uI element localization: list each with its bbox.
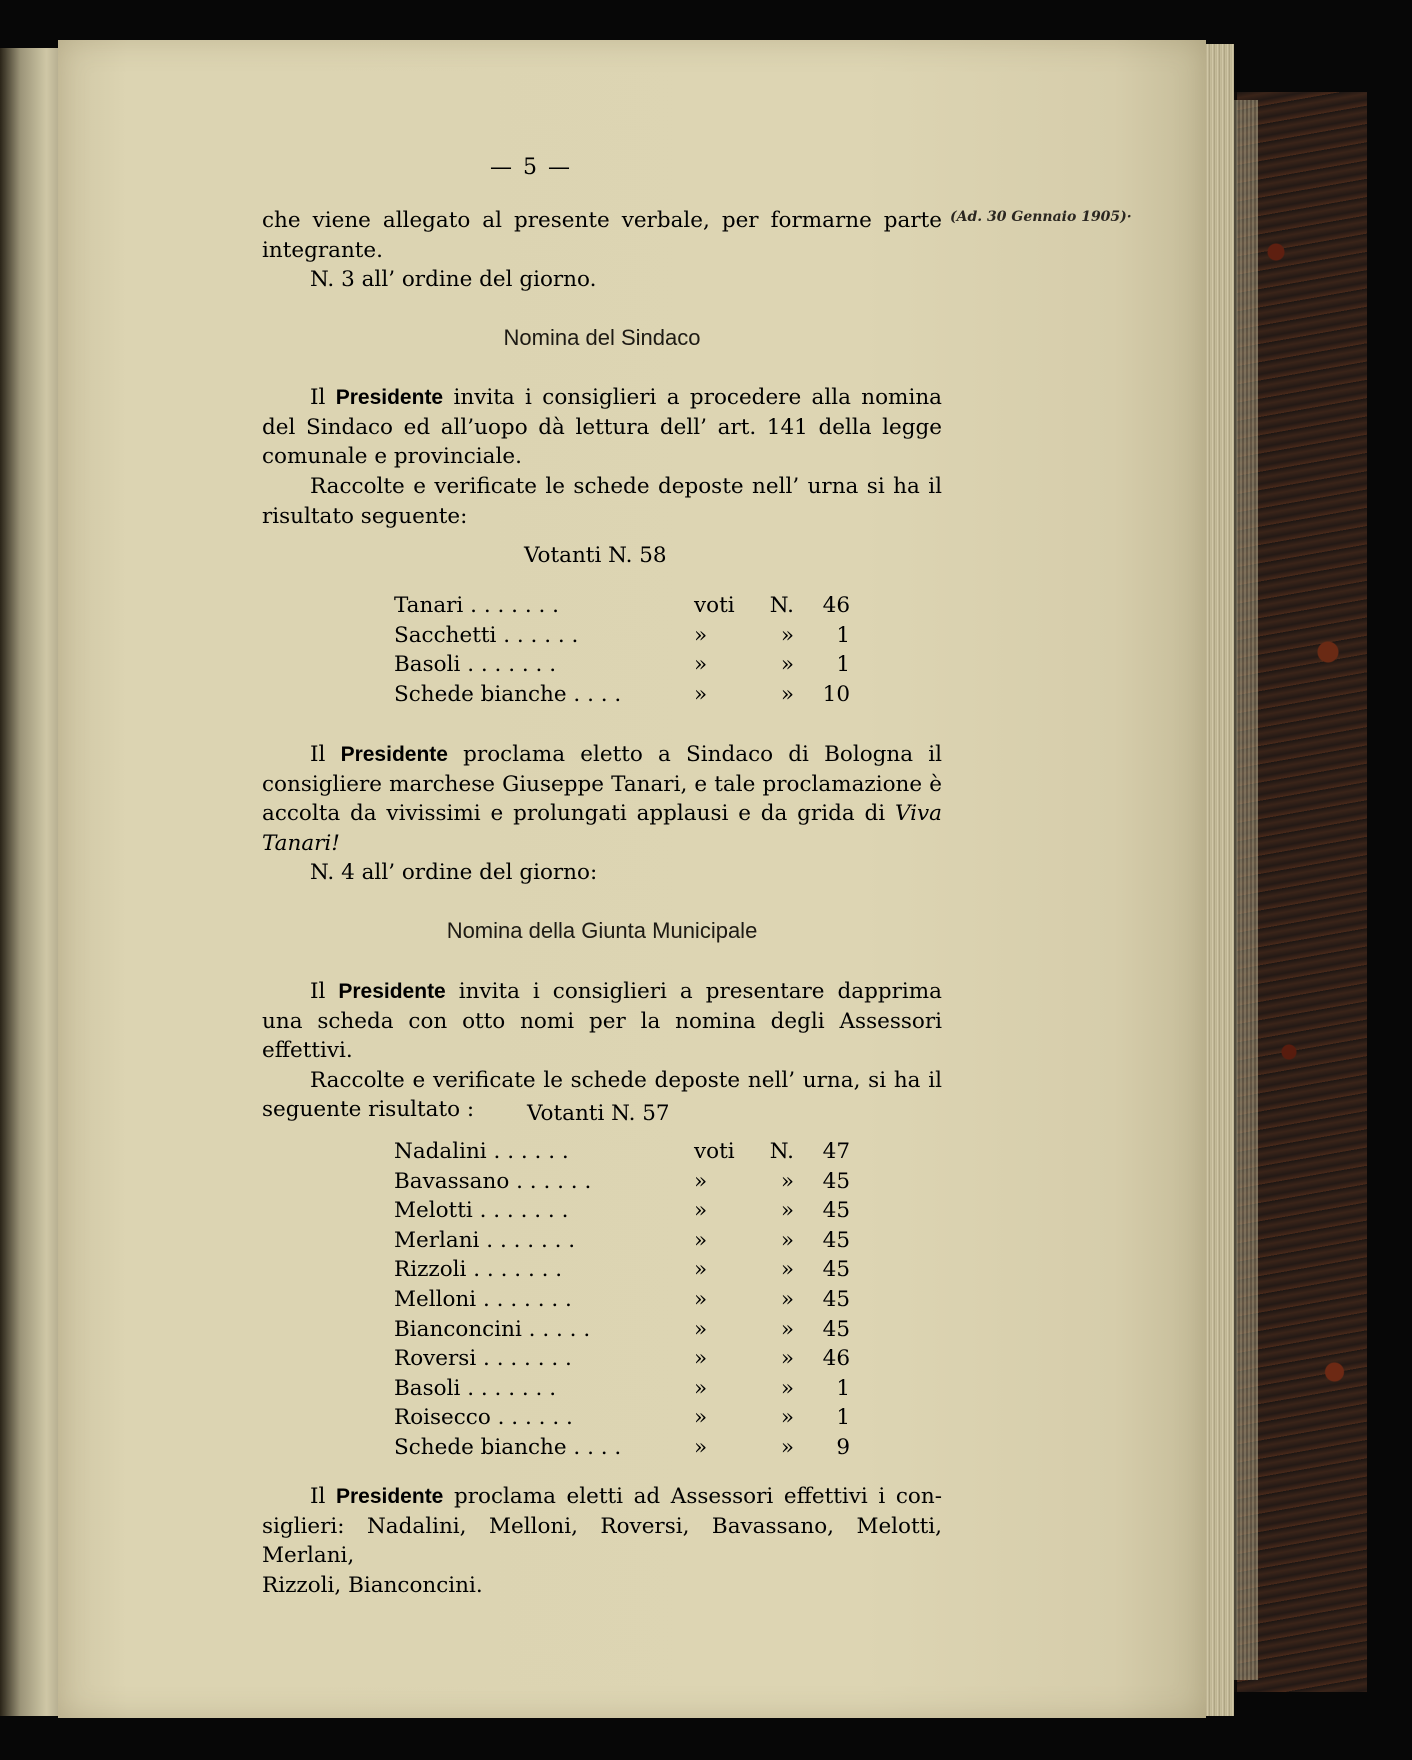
number-label: » [780, 1286, 794, 1312]
candidate-entry [394, 1196, 684, 1226]
votanti-count: Votanti N. 58 [524, 543, 667, 568]
text-line: Tanari! [262, 830, 340, 856]
text-line: N. 4 all’ ordine del giorno: [310, 860, 598, 886]
leader-dots: . . . . . . [497, 1405, 573, 1431]
candidate-entry [394, 1137, 684, 1167]
candidate-entry [394, 650, 684, 680]
votes-label: voti [694, 1139, 735, 1164]
number-label: » [780, 681, 794, 707]
leader-dots: . . . . . . . [483, 1286, 572, 1312]
page-number: — 5 — [490, 155, 572, 180]
votes-label: » [694, 1434, 708, 1460]
leader-dots: . . . . . . [516, 1168, 592, 1194]
number-label: » [780, 1434, 794, 1460]
candidate-name: Bavassano [394, 1168, 510, 1194]
vote-count: 45 [822, 1168, 850, 1194]
vote-count: 1 [836, 1405, 850, 1431]
text-line: Raccolte e verificate le schede deposte nell’ urna, si ha il [310, 1067, 942, 1093]
candidate-name: Tanari [394, 593, 464, 618]
margin-date-note: (Ad. 30 Gennaio 1905)· [950, 209, 1132, 225]
vote-count: 45 [822, 1257, 850, 1283]
candidate-entry [394, 621, 684, 651]
candidate-entry [394, 1285, 684, 1315]
text-line: seguente risultato : [262, 1097, 475, 1123]
candidate-name: Melloni [394, 1286, 477, 1312]
previous-page-edge [0, 48, 60, 1716]
number-label: » [780, 1316, 794, 1342]
candidate-name: Bianconcini [394, 1316, 522, 1342]
vote-count: 1 [836, 652, 850, 678]
number-label: » [780, 652, 794, 678]
candidate-name: Schede bianche [394, 1434, 567, 1460]
text-line: risultato seguente: [262, 503, 468, 529]
text-line: consigliere marchese Giuseppe Tanari, e tale proclamazione è [262, 771, 942, 797]
leader-dots: . . . . . . . [467, 1375, 557, 1401]
candidate-entry [394, 1344, 684, 1374]
vote-count: 1 [836, 1375, 850, 1401]
number-label: » [780, 1257, 794, 1283]
number-label: » [780, 1198, 794, 1224]
candidate-name: Roisecco [394, 1405, 491, 1431]
text-line: accolta da vivissimi e prolungati applausi e da grida di Viva [262, 801, 942, 827]
candidate-name: Merlani [394, 1227, 480, 1253]
candidate-name: Rizzoli [394, 1257, 467, 1283]
text-line: Rizzoli, Bianconcini. [262, 1572, 483, 1598]
presidente-label: Presidente [335, 1485, 444, 1508]
candidate-name: Schede bianche [394, 681, 567, 707]
text-line: Il Presidente proclama eletto a Sindaco di Bologna il [310, 742, 943, 767]
candidate-name: Sacchetti [394, 622, 497, 648]
number-label: » [780, 1346, 794, 1372]
candidate-name: Melotti [394, 1198, 473, 1224]
paragraph-nomina-invito [262, 383, 942, 472]
candidate-entry [394, 1167, 684, 1197]
votes-label: » [694, 1198, 708, 1224]
votes-label: » [694, 681, 708, 707]
text-line: N. 3 all’ ordine del giorno. [310, 267, 597, 293]
candidate-name: Roversi [394, 1346, 477, 1372]
section-heading-sindaco: Nomina del Sindaco [503, 325, 701, 350]
vote-count: 10 [822, 681, 850, 707]
presidente-label: Presidente [335, 386, 444, 409]
paragraph-proclamazione-giunta [262, 1482, 942, 1600]
paragraph-proclamazione-sindaco [262, 740, 942, 888]
number-label: N. [769, 1139, 794, 1164]
vote-count: 45 [822, 1286, 850, 1312]
intro-paragraph [262, 206, 942, 295]
text-line: una scheda con otto nomi per la nomina degli Assessori effettivi. [262, 1008, 942, 1064]
leader-dots: . . . . . . . [467, 652, 557, 678]
text-line: del Sindaco ed all’uopo dà lettura dell’ art. 141 della legge [262, 414, 942, 440]
number-label: » [780, 1168, 794, 1194]
candidate-name: Nadalini [394, 1139, 487, 1164]
number-label: N. [769, 593, 794, 618]
leader-dots: . . . . [573, 681, 622, 707]
leader-dots: . . . . . . . [483, 1346, 572, 1372]
text-line: Il Presidente invita i consiglieri a presentare dapprima [310, 979, 942, 1004]
votes-label: voti [694, 593, 735, 618]
number-label: » [780, 1375, 794, 1401]
leader-dots: . . . . . . . [479, 1198, 569, 1224]
number-label: » [780, 1405, 794, 1431]
candidate-entry [394, 1403, 684, 1433]
presidente-label: Presidente [338, 980, 446, 1003]
vote-count: 47 [822, 1139, 850, 1164]
vote-count: 45 [822, 1198, 850, 1224]
votes-label: » [694, 1316, 708, 1342]
candidate-entry [394, 680, 684, 710]
leader-dots: . . . . [573, 1434, 622, 1460]
candidate-entry [394, 1255, 684, 1285]
candidate-entry [394, 1315, 684, 1345]
leader-dots: . . . . . . [503, 622, 579, 648]
votes-label: » [694, 1286, 708, 1312]
candidate-entry [394, 1374, 684, 1404]
candidate-entry [394, 591, 684, 621]
vote-count: 1 [836, 622, 850, 648]
vote-count: 46 [822, 1346, 850, 1372]
vote-count: 46 [822, 593, 850, 618]
votes-label: » [694, 622, 708, 648]
votes-label: » [694, 1257, 708, 1283]
text-line: Il Presidente proclama eletti ad Assessori effettivi i con- [310, 1484, 942, 1509]
paragraph-raccolte [262, 472, 942, 531]
candidate-name: Basoli [394, 652, 461, 678]
text-line: che viene allegato al presente verbale, per formarne parte [262, 208, 942, 233]
votes-label: » [694, 1405, 708, 1431]
candidate-entry [394, 1433, 684, 1463]
votes-label: » [694, 1375, 708, 1401]
number-label: » [780, 622, 794, 648]
candidate-entry [394, 1226, 684, 1256]
votanti-count: Votanti N. 57 [527, 1101, 670, 1126]
cover-edge [1234, 100, 1258, 1680]
text-line: comunale e provinciale. [262, 444, 522, 470]
candidate-name: Basoli [394, 1375, 461, 1401]
votes-label: » [694, 1168, 708, 1194]
leader-dots: . . . . . . . [470, 593, 560, 618]
votes-label: » [694, 1346, 708, 1372]
presidente-label: Presidente [340, 743, 448, 766]
text-line: Il Presidente invita i consiglieri a procedere alla nomina [310, 385, 942, 410]
text-line: integrante. [262, 237, 383, 263]
votes-label: » [694, 1227, 708, 1253]
text-line: siglieri: Nadalini, Melloni, Roversi, Bavassano, Melotti, Merlani, [262, 1513, 942, 1569]
leader-dots: . . . . . . . [473, 1257, 563, 1283]
leader-dots: . . . . . . . [486, 1227, 576, 1253]
vote-count: 45 [822, 1316, 850, 1342]
number-label: » [780, 1227, 794, 1253]
votes-label: » [694, 652, 708, 678]
leader-dots: . . . . . . [493, 1139, 569, 1164]
section-heading-giunta: Nomina della Giunta Municipale [446, 918, 758, 943]
vote-count: 45 [822, 1227, 850, 1253]
text-line: Raccolte e verificate le schede deposte nell’ urna si ha il [310, 474, 942, 499]
leader-dots: . . . . . [528, 1316, 591, 1342]
vote-count: 9 [836, 1434, 850, 1460]
page-edges [1206, 44, 1234, 1716]
